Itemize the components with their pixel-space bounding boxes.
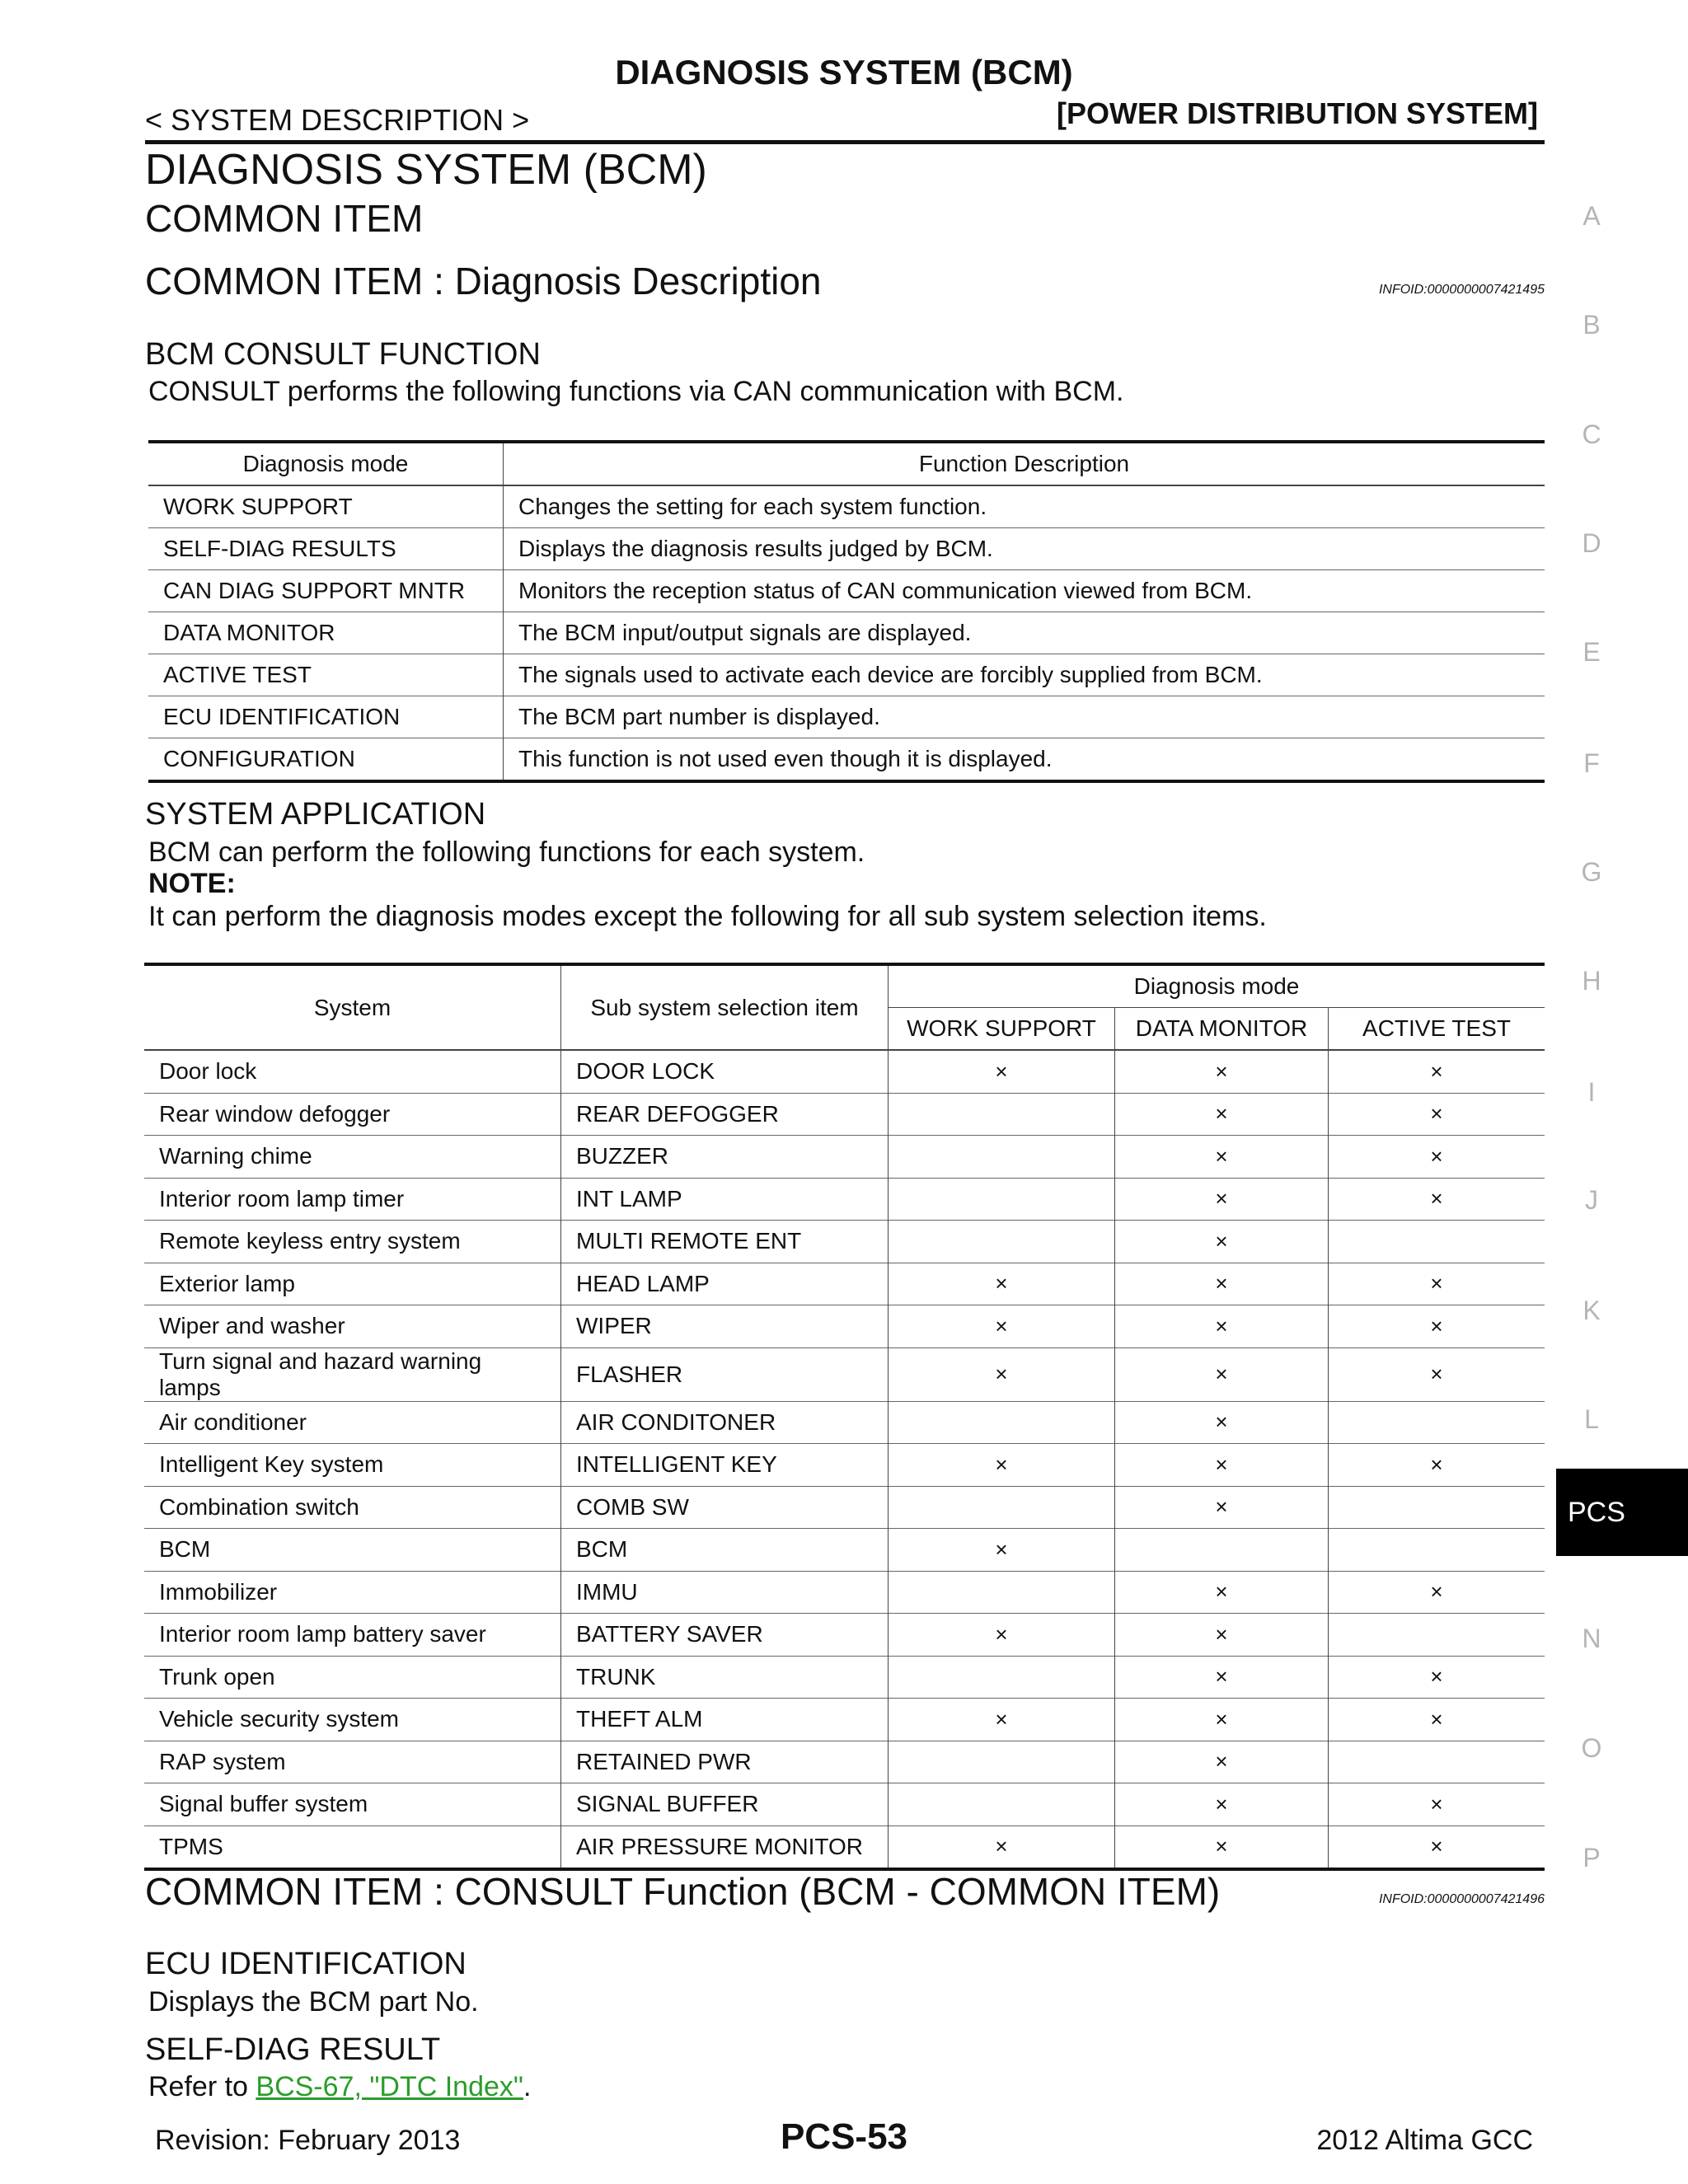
footer-model: 2012 Altima GCC [1316,2125,1533,2156]
table-row [144,1486,1545,1529]
table-row [144,1656,1545,1699]
page-header-title: DIAGNOSIS SYSTEM (BCM) [615,53,1073,91]
table-row [144,1783,1545,1826]
sub-system-cell: REAR DEFOGGER [561,1093,889,1136]
table-row [144,1305,1545,1348]
table-row [144,1050,1545,1093]
column-header-data-monitor: DATA MONITOR [1115,1008,1329,1051]
sub-system-cell: BUZZER [561,1136,889,1179]
data-monitor-mark: × [1115,1263,1329,1305]
section-tab-h[interactable]: H [1582,966,1601,996]
work-support-mark: × [889,1529,1115,1572]
system-cell: Turn signal and hazard warning lamps [144,1347,561,1401]
table-row [148,570,1545,612]
sub-system-cell: SIGNAL BUFFER [561,1783,889,1826]
function-description-cell: The signals used to activate each device are forcibly supplied from BCM. [504,654,1545,696]
system-cell: Intelligent Key system [144,1444,561,1487]
work-support-mark: × [889,1263,1115,1305]
section-tab-n[interactable]: N [1582,1624,1601,1653]
data-monitor-mark: × [1115,1571,1329,1614]
data-monitor-mark: × [1115,1614,1329,1657]
work-support-mark [889,1571,1115,1614]
function-description-cell: Changes the setting for each system function. [504,485,1545,528]
system-label: [POWER DISTRIBUTION SYSTEM] [1057,96,1538,130]
sub-system-cell: MULTI REMOTE ENT [561,1221,889,1263]
sub-system-cell: BATTERY SAVER [561,1614,889,1657]
system-cell: Door lock [144,1050,561,1093]
table-row [148,696,1545,738]
section-tab-pcs[interactable]: PCS [1556,1469,1688,1556]
data-monitor-mark: × [1115,1093,1329,1136]
sub-system-cell: INTELLIGENT KEY [561,1444,889,1487]
section-tab-p[interactable]: P [1582,1843,1601,1872]
work-support-mark: × [889,1347,1115,1401]
system-cell: Wiper and washer [144,1305,561,1348]
sub-system-cell: WIPER [561,1305,889,1348]
ecu-identification-heading: ECU IDENTIFICATION [145,1947,467,1981]
footer-page-number: PCS-53 [780,2116,908,2157]
work-support-mark [889,1401,1115,1444]
column-header-system: System [144,964,561,1050]
column-group-diagnosis-mode: Diagnosis mode [889,964,1545,1008]
function-description-cell: This function is not used even though it is displayed. [504,738,1545,782]
footer-revision: Revision: February 2013 [155,2125,461,2156]
section-breadcrumb: < SYSTEM DESCRIPTION > [145,103,530,137]
work-support-mark: × [889,1699,1115,1741]
table-row [144,1263,1545,1305]
diagnosis-mode-cell: ECU IDENTIFICATION [148,696,504,738]
diagnosis-mode-cell: CONFIGURATION [148,738,504,782]
section-tab-l[interactable]: L [1584,1404,1599,1434]
section-tab-e[interactable]: E [1582,637,1601,667]
system-application-table [144,963,1545,1871]
data-monitor-mark: × [1115,1136,1329,1179]
sub-system-cell: FLASHER [561,1347,889,1401]
diagnosis-mode-cell: SELF-DIAG RESULTS [148,528,504,570]
diagnosis-mode-cell: ACTIVE TEST [148,654,504,696]
sub-heading: COMMON ITEM [145,197,424,240]
system-application-heading: SYSTEM APPLICATION [145,797,486,832]
table-row [144,1136,1545,1179]
function-description-cell: Monitors the reception status of CAN communication viewed from BCM. [504,570,1545,612]
work-support-mark [889,1783,1115,1826]
work-support-mark [889,1093,1115,1136]
column-header-sub-system: Sub system selection item [561,964,889,1050]
work-support-mark [889,1136,1115,1179]
data-monitor-mark: × [1115,1699,1329,1741]
active-test-mark: × [1329,1444,1545,1487]
info-id: INFOID:0000000007421496 [1378,1892,1545,1906]
table-row [148,485,1545,528]
data-monitor-mark: × [1115,1347,1329,1401]
sub-system-cell: BCM [561,1529,889,1572]
diagnosis-mode-cell: DATA MONITOR [148,612,504,654]
table-row [144,1221,1545,1263]
self-diag-result-heading: SELF-DIAG RESULT [145,2032,441,2067]
sub-system-cell: COMB SW [561,1486,889,1529]
data-monitor-mark: × [1115,1444,1329,1487]
table-row [144,1401,1545,1444]
table-row [148,528,1545,570]
diagnosis-description-heading: COMMON ITEM : Diagnosis Description [145,260,822,302]
function-description-cell: Displays the diagnosis results judged by BCM. [504,528,1545,570]
active-test-mark: × [1329,1699,1545,1741]
active-test-mark [1329,1529,1545,1572]
section-tab-k[interactable]: K [1582,1296,1601,1325]
active-test-mark [1329,1401,1545,1444]
active-test-mark: × [1329,1263,1545,1305]
column-header-work-support: WORK SUPPORT [889,1008,1115,1051]
system-cell: Rear window defogger [144,1093,561,1136]
function-description-cell: The BCM part number is displayed. [504,696,1545,738]
section-tab-i[interactable]: I [1587,1077,1596,1107]
ecu-identification-text: Displays the BCM part No. [148,1986,479,2018]
data-monitor-mark: × [1115,1741,1329,1783]
sub-system-cell: TRUNK [561,1656,889,1699]
refer-suffix: . [523,2071,532,2102]
data-monitor-mark: × [1115,1050,1329,1093]
active-test-mark [1329,1486,1545,1529]
dtc-index-link[interactable]: BCS-67, "DTC Index" [256,2071,523,2102]
system-cell: Immobilizer [144,1571,561,1614]
table-row [144,1444,1545,1487]
sub-system-cell: THEFT ALM [561,1699,889,1741]
table-header-row [144,964,1545,1008]
note-text: It can perform the diagnosis modes except the following for all sub system selection items. [148,901,1267,932]
active-test-mark: × [1329,1825,1545,1869]
system-cell: Remote keyless entry system [144,1221,561,1263]
section-tab-g[interactable]: G [1581,857,1602,887]
work-support-mark [889,1221,1115,1263]
system-cell: Trunk open [144,1656,561,1699]
data-monitor-mark: × [1115,1305,1329,1348]
work-support-mark: × [889,1305,1115,1348]
data-monitor-mark: × [1115,1656,1329,1699]
active-test-mark: × [1329,1347,1545,1401]
section-tab-a[interactable]: A [1582,201,1601,231]
active-test-mark: × [1329,1656,1545,1699]
work-support-mark: × [889,1444,1115,1487]
data-monitor-mark [1115,1529,1329,1572]
active-test-mark: × [1329,1136,1545,1179]
work-support-mark: × [889,1050,1115,1093]
column-header: Diagnosis mode [148,442,504,485]
table-row [144,1571,1545,1614]
work-support-mark: × [889,1825,1115,1869]
sub-system-cell: HEAD LAMP [561,1263,889,1305]
main-heading: DIAGNOSIS SYSTEM (BCM) [145,146,707,194]
system-cell: Interior room lamp timer [144,1178,561,1221]
active-test-mark: × [1329,1093,1545,1136]
section-tab-d[interactable]: D [1582,528,1601,558]
system-cell: Air conditioner [144,1401,561,1444]
work-support-mark [889,1741,1115,1783]
info-id: INFOID:0000000007421495 [1378,283,1545,297]
sub-system-cell: RETAINED PWR [561,1741,889,1783]
section-tab-c[interactable]: C [1582,419,1601,449]
sub-system-cell: AIR PRESSURE MONITOR [561,1825,889,1869]
active-test-mark [1329,1741,1545,1783]
active-test-mark: × [1329,1305,1545,1348]
system-application-text: BCM can perform the following functions for each system. [148,837,865,868]
sub-system-cell: IMMU [561,1571,889,1614]
system-cell: Exterior lamp [144,1263,561,1305]
diagnosis-mode-cell: CAN DIAG SUPPORT MNTR [148,570,504,612]
diagnosis-mode-cell: WORK SUPPORT [148,485,504,528]
self-diag-refer-text [148,2071,531,2103]
data-monitor-mark: × [1115,1221,1329,1263]
table-row [148,612,1545,654]
table-header-row [148,442,1545,485]
bcm-consult-text: CONSULT performs the following functions via CAN communication with BCM. [148,376,1124,407]
section-tab-o[interactable]: O [1581,1733,1602,1763]
work-support-mark [889,1178,1115,1221]
active-test-mark [1329,1614,1545,1657]
system-cell: BCM [144,1529,561,1572]
bcm-consult-heading: BCM CONSULT FUNCTION [145,337,541,372]
refer-prefix: Refer to [148,2071,256,2102]
section-tab-j[interactable]: J [1585,1185,1598,1215]
table-row [144,1178,1545,1221]
table-row [148,654,1545,696]
consult-function-table [148,440,1545,783]
work-support-mark: × [889,1614,1115,1657]
system-cell: Combination switch [144,1486,561,1529]
data-monitor-mark: × [1115,1401,1329,1444]
active-test-mark: × [1329,1571,1545,1614]
data-monitor-mark: × [1115,1178,1329,1221]
section-tab-b[interactable]: B [1582,310,1601,340]
data-monitor-mark: × [1115,1825,1329,1869]
header-rule [145,140,1545,144]
sub-system-cell: DOOR LOCK [561,1050,889,1093]
column-header-active-test: ACTIVE TEST [1329,1008,1545,1051]
active-test-mark [1329,1221,1545,1263]
table-row [144,1614,1545,1657]
system-cell: Signal buffer system [144,1783,561,1826]
table-row [144,1347,1545,1401]
active-test-mark: × [1329,1050,1545,1093]
system-cell: TPMS [144,1825,561,1869]
system-cell: Interior room lamp battery saver [144,1614,561,1657]
table-row [144,1529,1545,1572]
sub-system-cell: INT LAMP [561,1178,889,1221]
section-tab-f[interactable]: F [1583,748,1600,778]
column-header: Function Description [504,442,1545,485]
system-cell: Vehicle security system [144,1699,561,1741]
data-monitor-mark: × [1115,1783,1329,1826]
table-row [144,1741,1545,1783]
system-cell: Warning chime [144,1136,561,1179]
table-row [148,738,1545,782]
active-test-mark: × [1329,1178,1545,1221]
consult-function-heading: COMMON ITEM : CONSULT Function (BCM - COMMON ITEM) [145,1870,1221,1913]
work-support-mark [889,1656,1115,1699]
data-monitor-mark: × [1115,1486,1329,1529]
active-test-mark: × [1329,1783,1545,1826]
sub-system-cell: AIR CONDITONER [561,1401,889,1444]
table-row [144,1825,1545,1869]
table-row [144,1699,1545,1741]
note-label: NOTE: [148,868,236,899]
table-row [144,1093,1545,1136]
work-support-mark [889,1486,1115,1529]
function-description-cell: The BCM input/output signals are displayed. [504,612,1545,654]
system-cell: RAP system [144,1741,561,1783]
